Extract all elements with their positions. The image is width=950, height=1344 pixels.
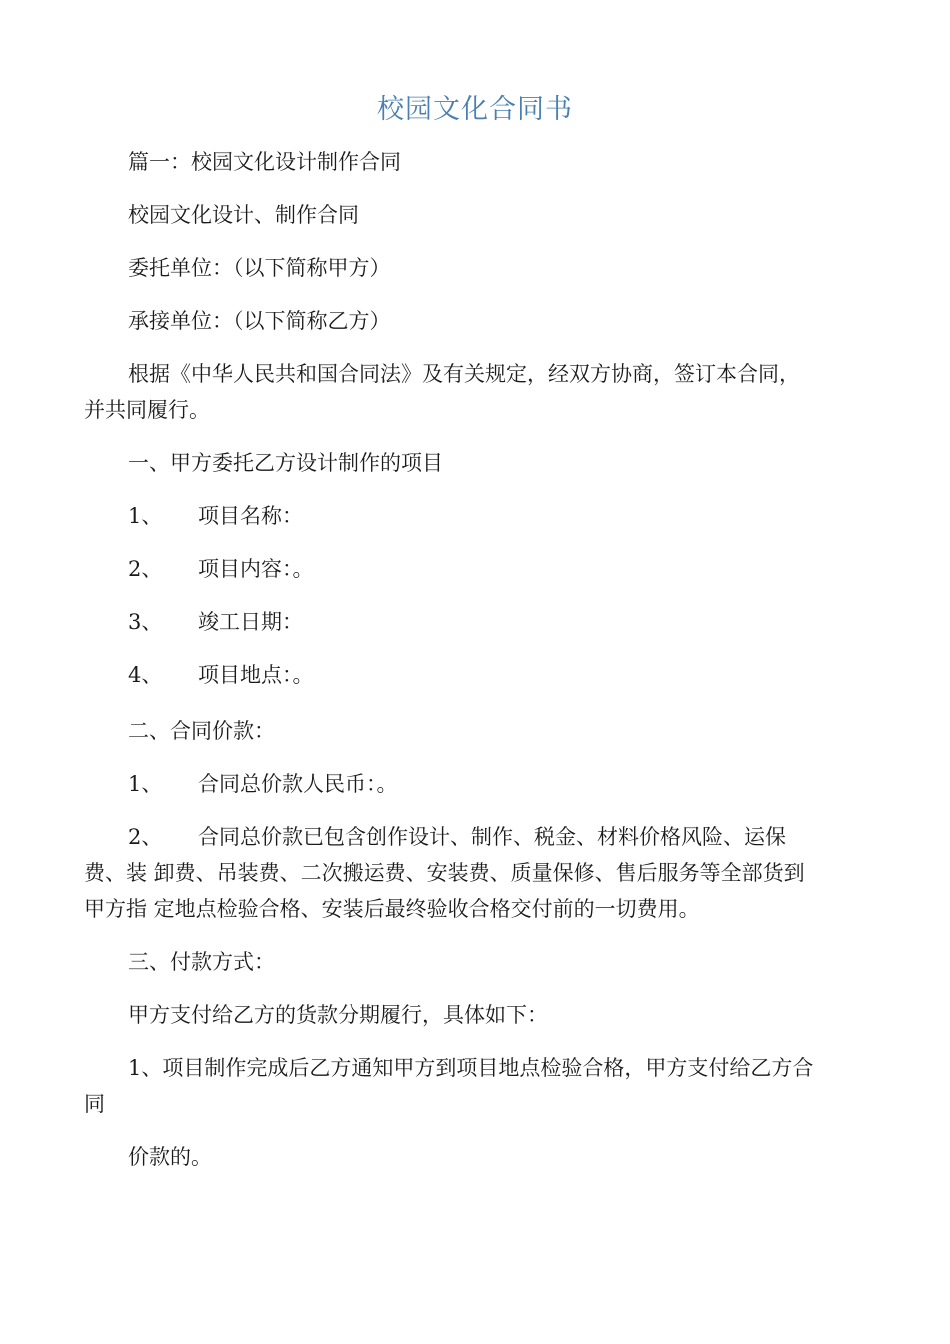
list-item-number: 4、	[128, 663, 163, 687]
list-item	[128, 657, 314, 693]
list-item	[128, 604, 303, 640]
list-item-number: 3、	[128, 610, 163, 634]
list-item	[128, 551, 314, 587]
clause-3-heading: 三、付款方式：	[128, 950, 275, 974]
preamble-line-2: 并共同履行。	[84, 398, 210, 422]
list-item	[128, 766, 398, 802]
clause-1-heading: 一、甲方委托乙方设计制作的项目	[128, 451, 443, 475]
list-item	[128, 819, 786, 855]
contract-name: 校园文化设计、制作合同	[128, 203, 359, 227]
list-item-text: 项目内容：。	[198, 557, 314, 581]
preamble-line-1: 根据《中华人民共和国合同法》及有关规定，经双方协商，签订本合同，	[128, 362, 800, 386]
list-item-text: 项目地点：。	[198, 663, 314, 687]
list-item	[128, 498, 303, 534]
contractor-party: 承接单位：（以下简称乙方）	[128, 309, 391, 333]
list-item-text: 竣工日期：	[198, 610, 303, 634]
list-item-text: 项目名称：	[198, 504, 303, 528]
section-heading: 篇一：校园文化设计制作合同	[128, 150, 401, 174]
payment-term-line-3: 价款的。	[128, 1145, 212, 1169]
payment-intro: 甲方支付给乙方的货款分期履行，具体如下：	[128, 1003, 548, 1027]
payment-term-line-1: 1、项目制作完成后乙方通知甲方到项目地点检验合格，甲方支付给乙方合	[128, 1056, 814, 1080]
paragraph-continuation: 费、装 卸费、吊装费、二次搬运费、安装费、质量保修、售后服务等全部货到	[84, 861, 805, 885]
clause-2-heading: 二、合同价款：	[128, 719, 275, 743]
list-item-number: 2、	[128, 557, 163, 581]
list-item-text: 合同总价款已包含创作设计、制作、税金、材料价格风险、运保	[198, 825, 786, 849]
document-title: 校园文化合同书	[377, 94, 573, 125]
list-item-number: 1、	[128, 504, 163, 528]
client-party: 委托单位：（以下简称甲方）	[128, 256, 391, 280]
payment-term-line-2: 同	[84, 1092, 105, 1116]
list-item-text: 合同总价款人民币：。	[198, 772, 398, 796]
list-item-number: 1、	[128, 772, 163, 796]
list-item-number: 2、	[128, 825, 163, 849]
paragraph-continuation: 甲方指 定地点检验合格、安装后最终验收合格交付前的一切费用。	[84, 897, 700, 921]
